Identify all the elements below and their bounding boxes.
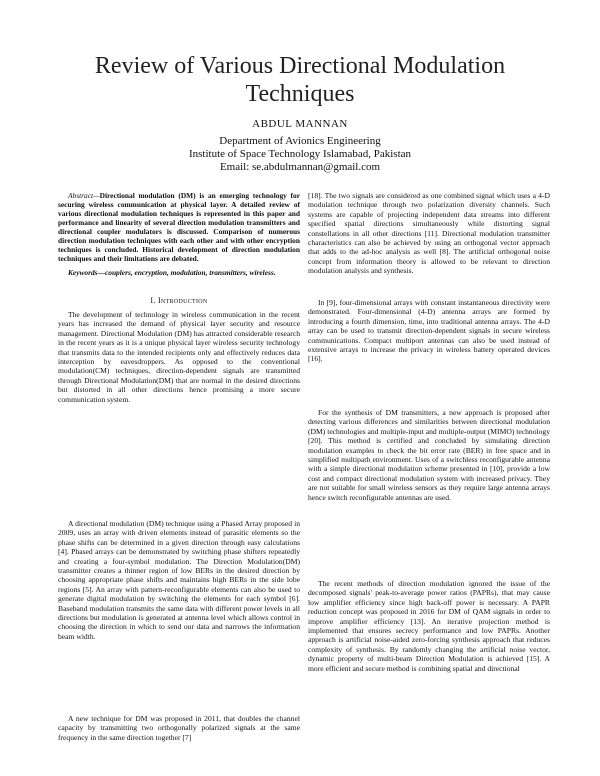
paragraph-right-3: For the synthesis of DM transmitters, a new approach is proposed after detecting various differences and similarities between directional modulation (DM) technologies and multiple-input and multiple-output (MIMO) technology [20]. This method is certified and concluded by simulating direction modulation examples to check the bit error rate (BER) in free space and in simplified multipath environment. Uses of a switchless reconfigurable antenna with a simple directional modulation scheme presented in [10], provide a low cost and compact directional modulation system with increased privacy. They are not suitable for small wireless sensors as they require large antenna arrays hence switch reconfigurable antennas are used. <box>308 408 550 502</box>
keywords <box>58 268 300 277</box>
institute: Institute of Space Technology Islamabad, Pakistan <box>188 148 412 160</box>
paragraph-right-2: In [9], four-dimensional arrays with constant instantaneous directivity were demonstrated. Four-dimensional (4-D) antenna arrays are formed by introducing a fourth dimension, time, into traditional antenna arrays. The 4-D array can be used to transmit direction-dependent signals in secure wireless communications. Compact multiport antennas can also be used instead of extensive arrays to increase the privacy in wireless battery operated devices [16]. <box>308 298 550 364</box>
department: Department of Avionics Engineering <box>219 135 381 147</box>
keywords-text: couplers, encryption, modulation, transmitters, wireless. <box>104 268 276 277</box>
author-name: ABDUL MANNAN <box>252 118 348 130</box>
affiliation-block <box>0 135 600 174</box>
abstract-text: Directional modulation (DM) is an emerging technology for securing wireless communication at physical layer. A detailed review of various directional modulation techniques is represented in this paper and performance and linearity of several direction modulation transmitters and directional coupler modulators is discussed. Comparison of numerous direction modulation techniques with each other and with other encryption techniques is concluded. Historical development of direction modulation techniques and their limitations are debated. <box>58 191 300 263</box>
abstract-label: Abstract— <box>68 191 100 200</box>
paragraph-intro-3: A new technique for DM was proposed in 2011, that doubles the channel capacity by transmitting two orthogonally polarized signals at the same frequency in the same direction together [7] <box>58 714 300 742</box>
section-heading-introduction: I. Introduction <box>150 296 208 305</box>
keywords-label: Keywords— <box>68 268 105 277</box>
paragraph-intro-1: The development of technology in wireless communication in the recent years has increased the demand of physical layer security and resource management. Directional Modulation (DM) has attracted considerable research in the recent years as it is a unique physical layer wireless security technology that transmits data to the intended recipients only and effectively reduces data interception by eavesdroppers. As opposed to the conventional modulation(CM) techniques, direction-dependent signals are transmitted through Directional Modulation(DM) that are normal in the desired directions but distorted in all other directions hence promising a more secure communication system. <box>58 310 300 404</box>
paragraph-intro-2: A directional modulation (DM) technique using a Phased Array proposed in 2009, uses an array with driven elements instead of parasitic elements so the phase shifts can be determined in a given direction through easy calculations [4]. Phased arrays can be demonstrated by switching phase shifters repeatedly and creating a four-symbol modulation. The Direction Modulation(DM) transmitter creates a thinner region of low BERs in the desired direction by choosing appropriate phase shifts and maintains high BERs in the side lobe regions [5]. An array with pattern-reconfigurable elements can also be used to generate digital modulation by switching the elements for each symbol [6]. Baseband modulation transmits the same data with different power levels in all directions but modulation is generated at antenna level which allows control in choosing the direction in which to send our data and narrows the information beam width. <box>58 519 300 641</box>
paragraph-right-4: The recent methods of direction modulation ignored the issue of the decomposed signals' peak-to-average power ratios (PAPRs), that may cause low amplifier efficiency since high back-off power is necessary. A PAPR reduction concept was proposed in 2016 for DM of QAM signals in order to improve amplifier efficiency [13]. An iterative projection method is implemented that ensures secrecy performance and low PAPRs. Another approach is artificial noise-aided zero-forcing synthesis approach that reduces complexity of synthesis. By randomly changing the artificial noise vector, dynamic property of multi-beam Direction Modulation is achieved [15]. A more efficient and secure method is combining spatial and directional <box>308 579 550 673</box>
paragraph-right-1: [18]. The two signals are considered as one combined signal which uses a 4-D modulation technique through two polarization diversity channels. Such systems are capable of projecting independent data streams into different specified spatial directions simultaneously while distorting signal constellations in all other directions [11]. Directional modulation transmitter characteristics can also be achieved by using an orthogonal vector approach that adds to the ad-hoc analysis as well [8]. The artificial orthogonal noise concept from information theory is allowed to be relevant to direction modulation analysis and synthesis. <box>308 191 550 276</box>
paper-title: Review of Various Directional Modulation Techniques <box>94 53 506 107</box>
abstract <box>58 191 300 263</box>
email: Email: se.abdulmannan@gmail.com <box>219 161 381 173</box>
